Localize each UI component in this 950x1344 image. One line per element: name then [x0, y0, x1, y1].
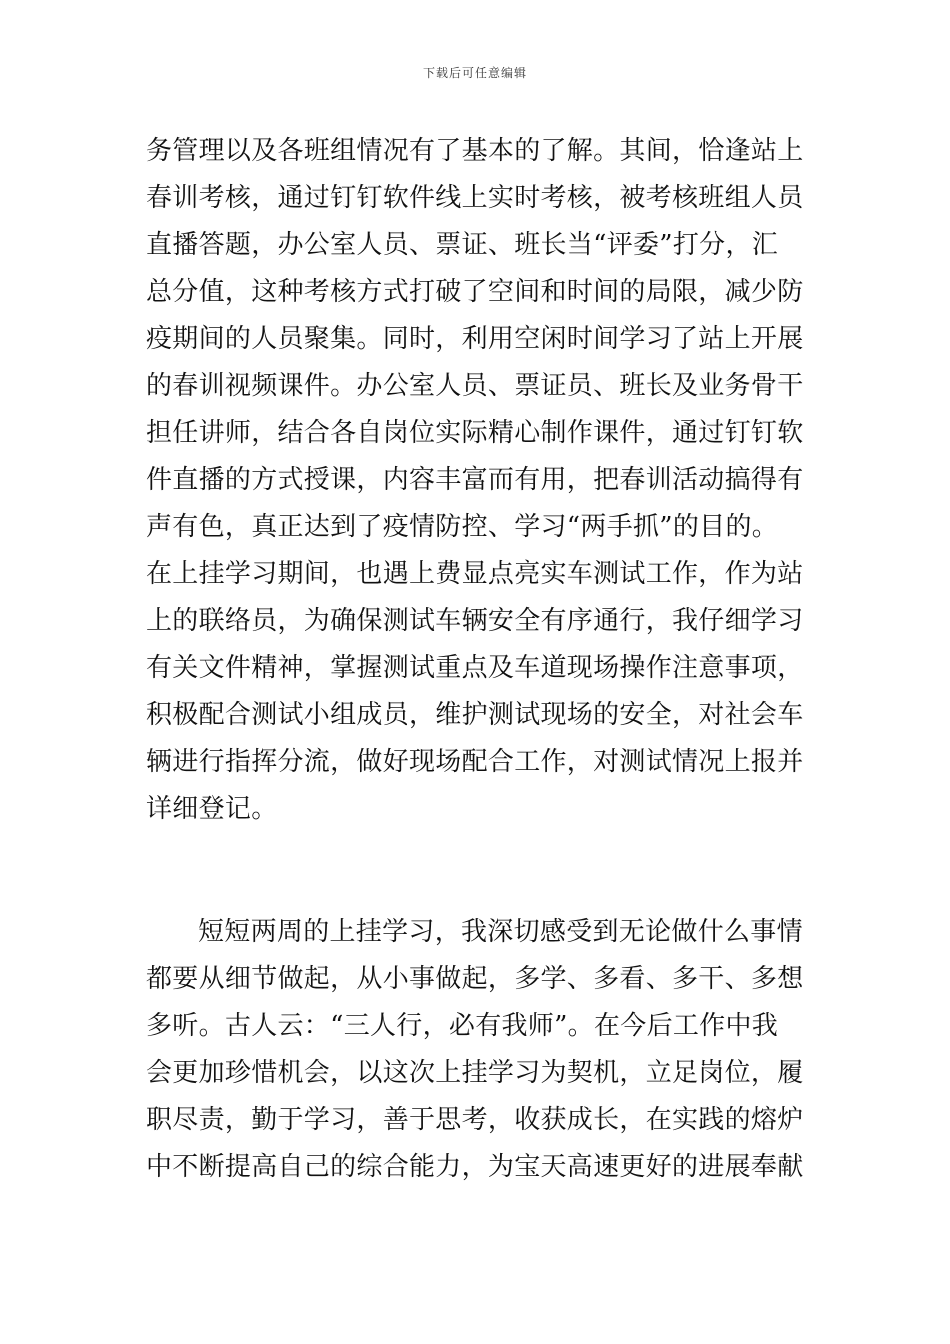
paragraph-line: 详细登记。 [146, 794, 278, 824]
paragraph-line: 积极配合测试小组成员，维护测试现场的安全，对社会车 [146, 700, 804, 730]
paragraph-line: 都要从细节做起，从小事做起，多学、多看、多干、多想 [146, 964, 804, 994]
paragraph-line: 疫期间的人员聚集。同时，利用空闲时间学习了站上开展 [146, 324, 804, 354]
paragraph-line: 春训考核，通过钉钉软件线上实时考核，被考核班组人员 [146, 183, 804, 213]
paragraph-line: 总分值，这种考核方式打破了空间和时间的局限，减少防 [146, 277, 804, 307]
paragraph-line: 的春训视频课件。办公室人员、票证员、班长及业务骨干 [146, 371, 804, 401]
paragraph-line: 务管理以及各班组情况有了基本的了解。其间，恰逢站上 [146, 136, 804, 166]
paragraph-line: 多听。古人云：“三人行，必有我师”。在今后工作中我 [146, 1011, 779, 1041]
paragraph-line: 职尽责，勤于学习，善于思考，收获成长，在实践的熔炉 [146, 1105, 804, 1135]
paragraph-line: 会更加珍惜机会，以这次上挂学习为契机，立足岗位，履 [146, 1058, 804, 1088]
paragraph-line: 声有色，真正达到了疫情防控、学习“两手抓”的目的。 [146, 512, 779, 542]
paragraph-line: 件直播的方式授课，内容丰富而有用，把春训活动搞得有 [146, 465, 804, 495]
paragraph-line: 有关文件精神，掌握测试重点及车道现场操作注意事项， [146, 653, 804, 683]
paragraph-line: 直播答题，办公室人员、票证、班长当“评委”打分，汇 [146, 230, 779, 260]
paragraph-line: 担任讲师，结合各自岗位实际精心制作课件，通过钉钉软 [146, 418, 804, 448]
paragraph-line: 上的联络员，为确保测试车辆安全有序通行，我仔细学习 [146, 606, 804, 636]
header-note: 下载后可任意编辑 [422, 66, 527, 80]
paragraph-line: 辆进行指挥分流，做好现场配合工作，对测试情况上报并 [146, 747, 804, 777]
paragraph-line: 中不断提高自己的综合能力，为宝天高速更好的进展奉献 [146, 1152, 804, 1182]
paragraph-line: 在上挂学习期间，也遇上费显点亮实车测试工作，作为站 [146, 559, 804, 589]
paragraph-line: 短短两周的上挂学习，我深切感受到无论做什么事情 [198, 917, 803, 947]
